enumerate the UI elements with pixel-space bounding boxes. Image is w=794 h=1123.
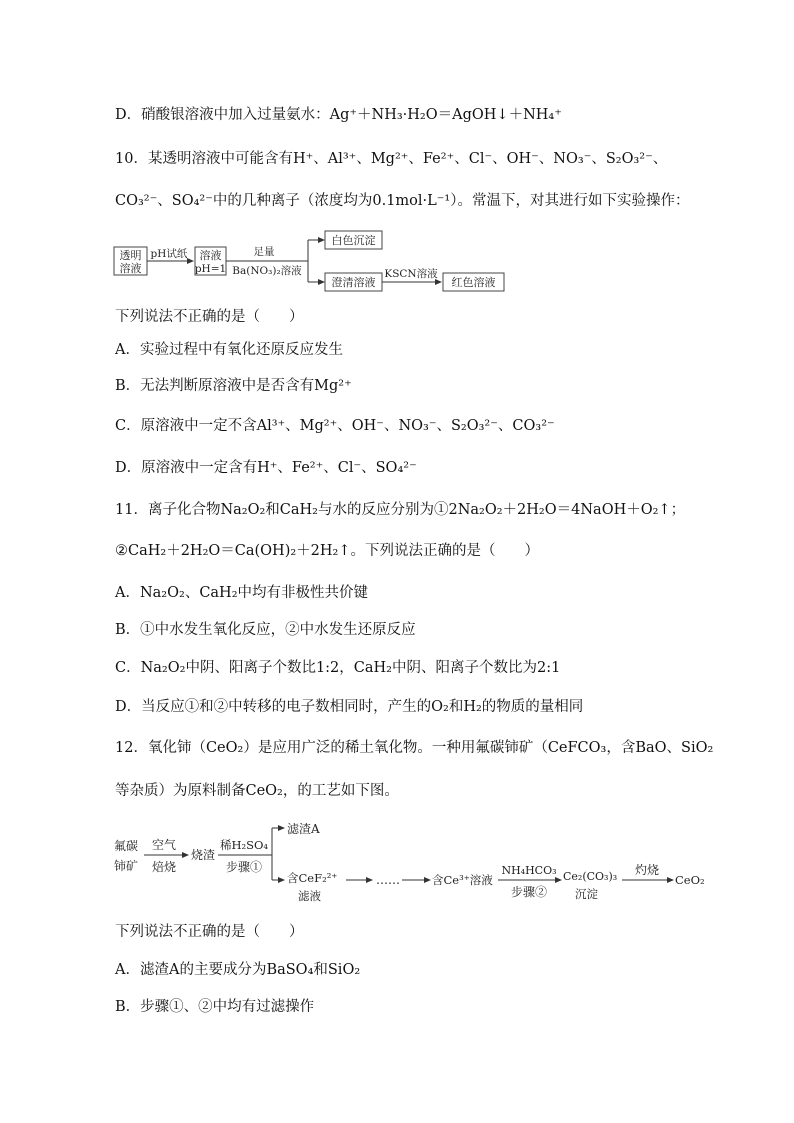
arrow-calcine-top: 灼烧 <box>634 863 660 877</box>
arrow-ba-nitrate-bottom: Ba(NO₃)₂溶液 <box>232 265 302 277</box>
node-dots: …… <box>376 873 400 887</box>
line-13: C．Na₂O₂中阴、阳离子个数比1:2，CaH₂中阴、阳离子个数比为2:1 <box>115 660 561 676</box>
line-14: D．当反应①和②中转移的电子数相同时，产生的O₂和H₂的物质的量相同 <box>115 699 584 715</box>
box-transparent-solution-l1: 透明 <box>119 249 142 262</box>
line-6: B．无法判断原溶液中是否含有Mg²⁺ <box>115 378 352 394</box>
line-19: B．步骤①、②中均有过滤操作 <box>115 999 315 1015</box>
line-8: D．原溶液中一定含有H⁺、Fe²⁺、Cl⁻、SO₄²⁻ <box>115 460 417 476</box>
flow-diagram-ceo2 <box>112 818 712 908</box>
line-9: 11．离子化合物Na₂O₂和CaH₂与水的反应分别为①2Na₂O₂＋2H₂O＝4NaOH＋O₂↑； <box>115 502 686 518</box>
box-red-solution-label: 红色溶液 <box>451 276 496 289</box>
line-10: ②CaH₂＋2H₂O＝Ca(OH)₂＋2H₂↑。下列说法正确的是（ ） <box>115 543 539 559</box>
arrow-roast-top: 空气 <box>151 838 177 852</box>
node-ore-l1: 氟碳 <box>114 839 139 853</box>
line-12: B．①中水发生氧化反应，②中水发生还原反应 <box>115 622 416 638</box>
node-residue-a: 滤渣A <box>287 822 320 836</box>
node-roast-residue: 烧渣 <box>191 848 216 862</box>
arrow-nh4hco3-top: NH₄HCO₃ <box>501 864 557 877</box>
line-11: A．Na₂O₂、CaH₂中均有非极性共价键 <box>115 585 369 601</box>
line-16: 等杂质）为原料制备CeO₂，的工艺如下图。 <box>115 783 399 799</box>
line-15: 12．氧化铈（CeO₂）是应用广泛的稀土氧化物。一种用氟碳铈矿（CeFCO₃，含BaO、SiO₂ <box>115 740 714 756</box>
line-18: A．滤渣A的主要成分为BaSO₄和SiO₂ <box>115 962 361 978</box>
node-ce3-solution: 含Ce³⁺溶液 <box>432 873 493 887</box>
arrow-ba-nitrate-top: 足量 <box>253 246 275 258</box>
line-4: 下列说法不正确的是（ ） <box>115 309 304 325</box>
arrow-ph-paper-label: pH试纸 <box>150 248 188 260</box>
line-17: 下列说法不正确的是（ ） <box>115 924 304 940</box>
line-3: CO₃²⁻、SO₄²⁻中的几种离子（浓度均为0.1mol·L⁻¹）。常温下，对其进行如下实验操作： <box>115 193 690 209</box>
arrow-acid-bottom: 步骤① <box>225 860 263 874</box>
node-filtrate-l2: 滤液 <box>298 889 321 903</box>
box-white-precipitate-label: 白色沉淀 <box>331 234 376 247</box>
node-filtrate-l1: 含CeF₂²⁺ <box>287 871 338 885</box>
arrow-kscn-label: KSCN溶液 <box>384 268 438 280</box>
node-carbonate-l1: Ce₂(CO₃)₃ <box>563 870 618 883</box>
arrow-roast-bottom: 焙烧 <box>151 860 177 874</box>
line-2: 10．某透明溶液中可能含有H⁺、Al³⁺、Mg²⁺、Fe²⁺、Cl⁻、OH⁻、NO₃⁻、S₂O₃²⁻、 <box>115 151 668 167</box>
node-carbonate-l2: 沉淀 <box>575 887 598 901</box>
line-1: D．硝酸银溶液中加入过量氨水：Ag⁺＋NH₃·H₂O＝AgOH↓＋NH₄⁺ <box>115 107 562 123</box>
line-5: A．实验过程中有氧化还原反应发生 <box>115 342 343 358</box>
line-7: C．原溶液中一定不含Al³⁺、Mg²⁺、OH⁻、NO₃⁻、S₂O₃²⁻、CO₃²⁻ <box>115 418 555 434</box>
node-ore-l2: 铈矿 <box>114 859 139 873</box>
box-clear-solution-label: 澄清溶液 <box>331 276 376 289</box>
arrow-nh4hco3-bottom: 步骤② <box>510 885 548 899</box>
flow-diagram-ions <box>112 228 512 293</box>
box-solution-ph1-l1: 溶液 <box>199 249 222 262</box>
box-solution-ph1-l2: pH=1 <box>194 263 227 275</box>
box-transparent-solution-l2: 溶液 <box>119 262 142 275</box>
node-ceo2: CeO₂ <box>675 873 705 887</box>
arrow-acid-top: 稀H₂SO₄ <box>219 838 269 852</box>
